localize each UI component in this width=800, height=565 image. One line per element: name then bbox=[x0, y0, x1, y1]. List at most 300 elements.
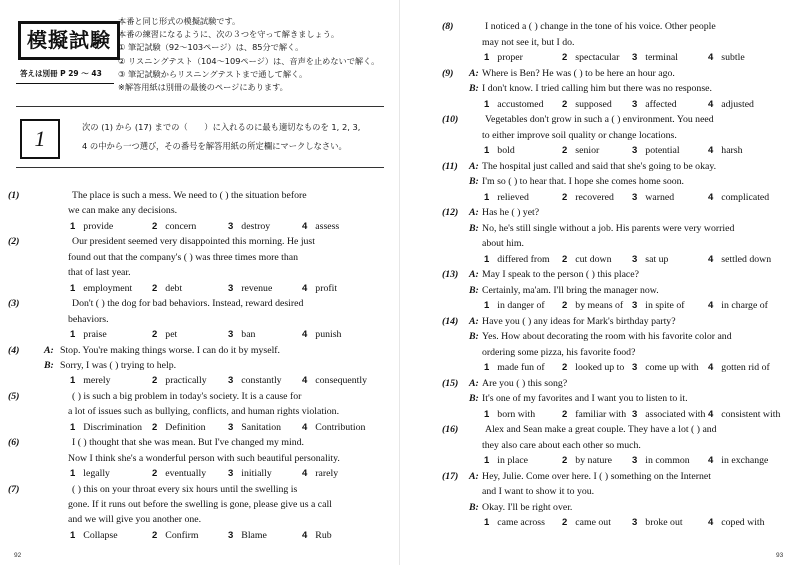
instruction-line: ② リスニングテスト（104〜109ページ）は、音声を止めないで解く。 bbox=[118, 55, 380, 66]
question-number: (14) bbox=[442, 315, 459, 327]
answer-option bbox=[562, 52, 619, 64]
answer-option bbox=[484, 300, 545, 312]
option-text: spectacular bbox=[575, 52, 620, 63]
speaker-cell bbox=[44, 345, 54, 357]
option-number: 3 bbox=[632, 300, 638, 311]
option-text: bold bbox=[497, 145, 515, 156]
option-text: sat up bbox=[645, 253, 669, 265]
option-text: profit bbox=[315, 282, 338, 294]
instruction-line: ③ 筆記試験からリスニングテストまで通して解く。 bbox=[118, 68, 308, 79]
question-text: Certainly, ma'am. I'll bring the manager now. bbox=[482, 284, 659, 296]
answer-option bbox=[484, 145, 515, 157]
option-text: familiar with bbox=[575, 408, 627, 420]
question-text: Are you ( ) this song? bbox=[482, 377, 568, 389]
option-text: born with bbox=[497, 408, 536, 420]
option-number: 2 bbox=[152, 421, 158, 433]
option-number: 4 bbox=[302, 329, 308, 341]
option-number: 4 bbox=[708, 408, 714, 420]
question-number-cell bbox=[442, 471, 458, 483]
question-number: (4) bbox=[8, 344, 20, 356]
instruction-line: 本番の練習になるように、次の３つを守って解きましょう。 bbox=[118, 29, 340, 40]
question-text: that of last year. bbox=[68, 267, 131, 279]
speaker-cell bbox=[469, 68, 479, 80]
option-text: provide bbox=[83, 220, 114, 232]
option-text: harsh bbox=[721, 145, 743, 156]
option-text: by nature bbox=[575, 455, 613, 466]
question-number: (10) bbox=[442, 114, 459, 125]
option-text: came across bbox=[497, 517, 545, 528]
answer-option bbox=[302, 283, 337, 295]
option-text: broke out bbox=[645, 517, 683, 528]
question-text: they also care about each other so much. bbox=[482, 439, 641, 451]
question-number-cell bbox=[8, 190, 19, 202]
speaker-label: B: bbox=[44, 359, 54, 371]
question-number-cell bbox=[442, 424, 458, 436]
speaker-label: A: bbox=[469, 269, 479, 280]
option-text: ban bbox=[241, 329, 256, 341]
answer-option bbox=[632, 517, 683, 529]
speaker-cell bbox=[469, 316, 479, 328]
option-number: 2 bbox=[562, 253, 568, 265]
option-number: 2 bbox=[562, 191, 568, 203]
option-number: 3 bbox=[228, 220, 234, 232]
answer-option bbox=[562, 362, 624, 374]
question-text: ( ) is such a big problem in today's society. It is a cause for bbox=[72, 390, 302, 402]
option-number: 3 bbox=[632, 455, 638, 466]
option-text: punish bbox=[315, 329, 342, 341]
answer-option bbox=[228, 375, 282, 387]
question-text: Our president seemed very disappointed this morning. He just bbox=[72, 236, 315, 248]
question-number: (11) bbox=[442, 160, 458, 172]
question-text: Vegetables don't grow in such a ( ) environment. You need bbox=[485, 114, 714, 125]
option-text: Confirm bbox=[165, 529, 199, 541]
answer-option bbox=[484, 52, 523, 64]
option-number: 1 bbox=[484, 52, 490, 63]
option-number: 4 bbox=[708, 191, 714, 203]
option-text: recovered bbox=[575, 191, 614, 203]
answer-option bbox=[228, 329, 255, 341]
question-number-cell bbox=[8, 484, 19, 496]
option-number: 2 bbox=[562, 455, 568, 466]
option-text: senior bbox=[575, 145, 600, 156]
speaker-cell bbox=[469, 161, 479, 173]
option-number: 3 bbox=[632, 191, 638, 203]
option-number: 2 bbox=[562, 145, 568, 156]
speaker-cell bbox=[469, 176, 479, 188]
option-number: 4 bbox=[708, 300, 714, 311]
answer-option bbox=[228, 422, 281, 434]
option-text: debt bbox=[165, 282, 183, 294]
option-text: coped with bbox=[721, 517, 765, 528]
option-text: pet bbox=[165, 329, 178, 341]
instruction-line: 本番と同じ形式の模擬試験です。 bbox=[118, 16, 241, 26]
question-number: (12) bbox=[442, 207, 459, 218]
answer-reference: 答えは別冊 P 29 〜 43 bbox=[20, 69, 102, 78]
speaker-label: A: bbox=[469, 207, 479, 218]
option-number: 4 bbox=[302, 529, 308, 541]
answer-option bbox=[228, 221, 270, 233]
option-number: 4 bbox=[302, 282, 308, 294]
speaker-cell bbox=[469, 378, 479, 390]
option-number: 3 bbox=[632, 98, 638, 110]
option-number: 3 bbox=[228, 529, 234, 541]
question-text: found out that the company's ( ) was three times more than bbox=[68, 251, 299, 263]
answer-option bbox=[708, 362, 770, 374]
answer-option bbox=[484, 99, 544, 111]
option-text: came out bbox=[575, 517, 611, 528]
option-number: 1 bbox=[70, 375, 76, 387]
speaker-cell bbox=[469, 83, 479, 95]
answer-option bbox=[70, 375, 111, 387]
answer-option bbox=[562, 254, 612, 266]
question-text: Has he ( ) yet? bbox=[482, 207, 540, 218]
question-text: to either improve soil quality or change locations. bbox=[482, 129, 677, 141]
answer-option bbox=[562, 300, 623, 312]
option-text: looked up to bbox=[575, 362, 625, 373]
question-text: may not see it, but I do. bbox=[482, 36, 575, 48]
question-number-cell bbox=[442, 21, 453, 33]
question-number-cell bbox=[8, 236, 19, 248]
speaker-label: A: bbox=[469, 160, 479, 172]
answer-option bbox=[152, 283, 182, 295]
option-number: 4 bbox=[708, 52, 714, 63]
question-text: Hey, Julie. Come over here. I ( ) something on the Internet bbox=[482, 470, 711, 482]
option-number: 3 bbox=[632, 408, 638, 420]
option-number: 1 bbox=[484, 300, 490, 311]
question-text: and I want to show it to you. bbox=[482, 486, 595, 497]
question-number: (13) bbox=[442, 269, 459, 280]
option-number: 2 bbox=[152, 220, 158, 232]
header-rule bbox=[16, 83, 114, 84]
option-number: 4 bbox=[302, 421, 308, 433]
section-top-rule bbox=[16, 106, 384, 107]
answer-option bbox=[152, 221, 196, 233]
option-text: Discrimination bbox=[83, 421, 143, 433]
option-text: made fun of bbox=[497, 362, 545, 373]
option-number: 1 bbox=[70, 529, 76, 541]
question-number-cell bbox=[442, 269, 458, 281]
answer-option bbox=[484, 455, 528, 467]
option-number: 1 bbox=[484, 253, 490, 265]
option-text: subtle bbox=[721, 52, 745, 63]
option-number: 4 bbox=[302, 375, 308, 387]
answer-option bbox=[70, 221, 113, 233]
option-text: in place bbox=[497, 455, 529, 466]
question-text: Yes. How about decorating the room with his favorite color and bbox=[482, 331, 732, 342]
option-text: potential bbox=[645, 145, 680, 156]
answer-option bbox=[152, 468, 206, 480]
speaker-label: B: bbox=[469, 331, 479, 342]
question-text: about him. bbox=[482, 238, 524, 249]
answer-option bbox=[302, 530, 332, 542]
speaker-cell bbox=[44, 360, 54, 372]
option-text: constantly bbox=[241, 375, 282, 387]
exam-title: 模擬試験 bbox=[18, 21, 120, 60]
answer-option bbox=[302, 329, 341, 341]
speaker-label: A: bbox=[469, 470, 479, 482]
option-number: 3 bbox=[228, 421, 234, 433]
option-text: Rub bbox=[315, 529, 332, 541]
option-text: destroy bbox=[241, 220, 271, 232]
answer-option bbox=[708, 300, 768, 312]
option-text: Collapse bbox=[83, 529, 118, 541]
speaker-label: B: bbox=[469, 284, 479, 296]
option-text: merely bbox=[83, 375, 111, 387]
speaker-cell bbox=[469, 285, 479, 297]
option-number: 2 bbox=[152, 468, 158, 480]
answer-option bbox=[70, 422, 142, 434]
section-instruction-line: 4 の中から一つ選び，その番号を解答用紙の所定欄にマークしなさい。 bbox=[82, 141, 347, 151]
option-number: 4 bbox=[708, 253, 714, 265]
option-text: Blame bbox=[241, 529, 267, 541]
option-text: by means of bbox=[575, 300, 624, 311]
question-number: (9) bbox=[442, 67, 454, 79]
question-number: (17) bbox=[442, 470, 459, 482]
answer-option bbox=[302, 468, 338, 480]
option-number: 1 bbox=[484, 517, 490, 528]
option-number: 2 bbox=[562, 98, 568, 110]
answer-option bbox=[228, 468, 272, 480]
answer-option bbox=[152, 375, 207, 387]
answer-option bbox=[708, 99, 754, 111]
option-number: 3 bbox=[228, 375, 234, 387]
answer-option bbox=[152, 530, 199, 542]
option-number: 2 bbox=[152, 282, 158, 294]
question-number: (5) bbox=[8, 390, 20, 402]
right-page bbox=[400, 0, 800, 565]
option-number: 1 bbox=[70, 468, 76, 480]
answer-option bbox=[632, 145, 680, 157]
answer-option bbox=[708, 455, 768, 467]
option-number: 1 bbox=[70, 282, 76, 294]
question-text: ordering some pizza, his favorite food? bbox=[482, 346, 636, 358]
option-number: 2 bbox=[562, 52, 568, 63]
question-text: a lot of issues such as bullying, conflicts, and human rights violation. bbox=[68, 406, 340, 418]
option-text: gotten rid of bbox=[721, 362, 770, 373]
question-text: Okay. I'll be right over. bbox=[482, 501, 573, 513]
question-number-cell bbox=[8, 345, 19, 357]
question-text: I'm so ( ) to hear that. I hope she comes home soon. bbox=[482, 176, 685, 187]
question-number-cell bbox=[442, 161, 458, 173]
option-number: 1 bbox=[484, 98, 490, 110]
instruction-line: ① 筆記試験（92〜103ページ）は、85分で解く。 bbox=[118, 42, 304, 53]
answer-option bbox=[228, 283, 272, 295]
answer-option bbox=[632, 99, 677, 111]
option-number: 1 bbox=[484, 362, 490, 373]
question-text: May I speak to the person ( ) this place? bbox=[482, 269, 639, 280]
question-number: (1) bbox=[8, 190, 20, 201]
answer-option bbox=[632, 192, 674, 204]
section-instructions bbox=[82, 118, 360, 156]
speaker-label: B: bbox=[469, 501, 479, 513]
answer-option bbox=[632, 455, 690, 467]
question-number: (16) bbox=[442, 424, 459, 435]
option-text: initially bbox=[241, 468, 272, 480]
question-number: (2) bbox=[8, 236, 20, 248]
speaker-label: A: bbox=[469, 67, 479, 79]
option-text: concern bbox=[165, 220, 197, 232]
answer-option bbox=[708, 52, 745, 64]
question-text: Alex and Sean make a great couple. They have a lot ( ) and bbox=[485, 424, 717, 435]
option-text: associated with bbox=[645, 408, 706, 420]
question-text: Where is Ben? He was ( ) to be here an hour ago. bbox=[482, 67, 675, 79]
page-number: 93 bbox=[776, 552, 784, 559]
option-text: differed from bbox=[497, 253, 550, 265]
option-text: legally bbox=[83, 468, 110, 480]
option-number: 3 bbox=[228, 282, 234, 294]
answer-option bbox=[562, 517, 611, 529]
answer-option bbox=[632, 409, 705, 421]
speaker-cell bbox=[469, 393, 479, 405]
option-number: 3 bbox=[228, 468, 234, 480]
option-text: employment bbox=[83, 282, 133, 294]
speaker-cell bbox=[469, 471, 479, 483]
speaker-label: A: bbox=[469, 377, 479, 389]
question-number-cell bbox=[442, 207, 458, 219]
option-number: 3 bbox=[632, 362, 638, 373]
option-number: 3 bbox=[632, 253, 638, 265]
option-text: in spite of bbox=[645, 300, 685, 311]
option-text: rarely bbox=[315, 468, 339, 480]
option-number: 4 bbox=[708, 362, 714, 373]
speaker-cell bbox=[469, 502, 479, 514]
option-text: revenue bbox=[241, 282, 273, 294]
answer-option bbox=[152, 329, 177, 341]
answer-option bbox=[70, 530, 118, 542]
option-text: relieved bbox=[497, 191, 529, 203]
option-number: 1 bbox=[484, 191, 490, 203]
option-text: Sanitation bbox=[241, 421, 282, 433]
question-number-cell bbox=[8, 391, 19, 403]
question-number-cell bbox=[8, 298, 19, 310]
option-text: supposed bbox=[575, 98, 612, 110]
speaker-label: B: bbox=[469, 222, 479, 234]
question-text: and we will give you another one. bbox=[68, 514, 202, 526]
option-text: praise bbox=[83, 329, 107, 341]
option-number: 1 bbox=[70, 220, 76, 232]
option-text: in charge of bbox=[721, 300, 768, 311]
option-number: 4 bbox=[708, 455, 714, 466]
option-text: accustomed bbox=[497, 98, 544, 110]
option-text: consistent with bbox=[721, 408, 781, 420]
option-number: 4 bbox=[708, 517, 714, 528]
speaker-label: B: bbox=[469, 83, 479, 94]
answer-option bbox=[562, 409, 626, 421]
section-bottom-rule bbox=[16, 167, 384, 168]
answer-option bbox=[562, 192, 614, 204]
speaker-cell bbox=[469, 269, 479, 281]
option-number: 4 bbox=[302, 220, 308, 232]
option-number: 2 bbox=[152, 529, 158, 541]
question-text: gone. If it runs out before the swelling is gone, please give us a call bbox=[68, 499, 332, 510]
question-number-cell bbox=[442, 68, 453, 80]
answer-option bbox=[484, 254, 550, 266]
option-text: proper bbox=[497, 52, 523, 63]
answer-option bbox=[152, 422, 206, 434]
answer-option bbox=[562, 99, 612, 111]
question-number-cell bbox=[8, 437, 19, 449]
option-text: warned bbox=[645, 191, 675, 203]
option-text: in danger of bbox=[497, 300, 545, 311]
option-text: in common bbox=[645, 455, 690, 466]
answer-option bbox=[708, 145, 743, 157]
answer-option bbox=[484, 409, 535, 421]
answer-option bbox=[708, 409, 780, 421]
option-text: complicated bbox=[721, 191, 770, 203]
answer-option bbox=[632, 300, 684, 312]
option-number: 2 bbox=[152, 375, 158, 387]
speaker-label: A: bbox=[469, 315, 479, 327]
answer-option bbox=[632, 362, 699, 374]
option-number: 2 bbox=[562, 362, 568, 373]
speaker-cell bbox=[469, 223, 479, 235]
question-number-cell bbox=[442, 316, 458, 328]
question-text: The place is such a mess. We need to ( ) the situation before bbox=[72, 190, 307, 201]
question-number-cell bbox=[442, 114, 458, 126]
speaker-label: B: bbox=[469, 176, 479, 187]
answer-option bbox=[708, 192, 769, 204]
option-number: 1 bbox=[484, 455, 490, 466]
option-number: 3 bbox=[632, 52, 638, 63]
question-text: The hospital just called and said that she's going to be okay. bbox=[482, 160, 717, 172]
option-text: consequently bbox=[315, 375, 367, 387]
option-number: 1 bbox=[70, 421, 76, 433]
question-text: I noticed a ( ) change in the tone of his voice. Other people bbox=[485, 21, 716, 32]
question-text: Don't ( ) the dog for bad behaviors. Instead, reward desired bbox=[72, 298, 304, 310]
answer-option bbox=[632, 254, 668, 266]
option-number: 2 bbox=[562, 408, 568, 420]
section-instruction-line: 次の (1) から (17) までの（ ）に入れるのに最も適切なものを 1, 2, 3, bbox=[82, 122, 361, 132]
instruction-line: ※解答用紙は別冊の最後のページにあります。 bbox=[118, 81, 288, 92]
option-text: come up with bbox=[645, 362, 699, 373]
question-text: I don't know. I tried calling him but there was no response. bbox=[482, 83, 712, 94]
option-text: practically bbox=[165, 375, 207, 387]
option-text: adjusted bbox=[721, 98, 754, 110]
answer-option bbox=[302, 422, 365, 434]
question-text: Have you ( ) any ideas for Mark's birthday party? bbox=[482, 315, 676, 327]
option-number: 1 bbox=[484, 408, 490, 420]
answer-option bbox=[708, 517, 765, 529]
answer-option bbox=[70, 283, 132, 295]
option-number: 3 bbox=[632, 145, 638, 156]
speaker-cell bbox=[469, 331, 479, 343]
question-text: I ( ) thought that she was mean. But I've changed my mind. bbox=[72, 437, 304, 449]
option-text: cut down bbox=[575, 253, 612, 265]
question-number-cell bbox=[442, 378, 458, 390]
option-text: in exchange bbox=[721, 455, 769, 466]
answer-option bbox=[70, 329, 107, 341]
option-number: 2 bbox=[562, 300, 568, 311]
question-number: (3) bbox=[8, 298, 20, 310]
answer-option bbox=[302, 375, 367, 387]
option-text: settled down bbox=[721, 253, 772, 265]
option-text: terminal bbox=[645, 52, 678, 63]
question-number: (15) bbox=[442, 377, 459, 389]
option-number: 2 bbox=[562, 517, 568, 528]
question-text: behaviors. bbox=[68, 313, 109, 325]
option-number: 1 bbox=[484, 145, 490, 156]
section-number: 1 bbox=[20, 119, 60, 159]
answer-option bbox=[562, 145, 599, 157]
option-number: 1 bbox=[70, 329, 76, 341]
question-text: ( ) this on your throat every six hours until the swelling is bbox=[72, 483, 298, 495]
answer-option bbox=[484, 192, 529, 204]
answer-option bbox=[708, 254, 771, 266]
option-text: eventually bbox=[165, 468, 207, 480]
option-text: affected bbox=[645, 98, 677, 110]
answer-option bbox=[484, 362, 545, 374]
option-number: 2 bbox=[152, 329, 158, 341]
